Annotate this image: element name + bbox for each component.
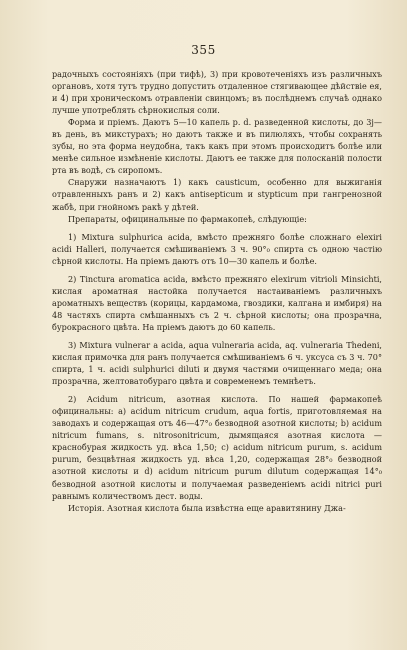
paragraph: 2) Acidum nitricum, азотная кислота. По нашей фармакопеѣ официнальны: а) acidum nitricum crudum, aqua fortis, приготовляемая на заводахъ и содержащая отъ 46—47°₀ безводной азотной кислоты; b) acidum nitricum fumans, s. nitrosonitricum, дымящаяся азотная кислота —краснобурая жидкость уд. вѣса 1,50; с) acidum nitricum purum, s. acidum purum, безцвѣтная жидкость уд. вѣса 1,20, содержащая 28°₀ безводной азотной кислоты и d) acidum nitricum purum dilutum содержащая 14°₀ безводной азотной кислоты и получаемая разведеніемъ acidi nitrici puri равнымъ количествомъ дест. воды.: [52, 394, 382, 501]
paragraph: Форма и пріемъ. Даютъ 5—10 капель p. d. разведенной кислоты, до 3j— въ день, въ микстурахъ; но даютъ также и въ пилюляхъ, чтобы сохранять зубы, но эта форма неудобна, такъ какъ при этомъ происходитъ болѣе или менѣе сильное измѣненіе кислоты. Даютъ ее также для полосканій полости рта въ водѣ, съ сиропомъ.: [52, 117, 382, 176]
paragraph: Снаружи назначаютъ 1) какъ causticum, особенно для выжиганія отравленныхъ ранъ и 2) какъ antisepticum и stypticum при гангренозной жабѣ, при гнойномъ ракѣ у дѣтей.: [52, 177, 382, 212]
paragraph: 2) Tinctura aromatica acida, вмѣсто прежняго elexirum vitrioli Minsichti, кислая ароматная настойка получается настаиваніемъ различныхъ ароматныхъ веществъ (корицы, кардамома, гвоздики, калгана и имбиря) на 48 частяхъ спирта смѣшанныхъ съ 2 ч. сѣрной кислоты; она прозрачна, бурокрасного цвѣта. На пріемъ даютъ до 60 капель.: [52, 273, 382, 332]
body-text: [52, 68, 382, 514]
paragraph: Препараты, официнальные по фармакопеѣ, слѣдующіе:: [68, 213, 307, 224]
paragraph: радочныхъ состояніяхъ (при тифѣ), 3) при кровотеченіяхъ изъ различныхъ органовъ, хотя тутъ трудно допустить отдаленное стягивающее дѣйствіе ея, и 4) при хроническомъ отравленіи свинцомъ; въ послѣднемъ случаѣ однако лучше употреблять сѣрнокислыя соли.: [52, 69, 382, 116]
paragraph: Исторія. Азотная кислота была извѣстна еще аравитянину Джа-: [68, 502, 346, 513]
paragraph: 1) Mixtura sulphurica acida, вмѣсто прежняго болѣе сложнаго elexiri acidi Halleri, получается смѣшиваніемъ 3 ч. 90°₀ спирта съ одною частію сѣрной кислоты. На пріемъ даютъ отъ 10—30 капель и болѣе.: [52, 231, 382, 266]
page-number: 355: [191, 43, 216, 57]
paragraph: 3) Mixtura vulnerar a acida, aqua vulneraria acida, aq. vulneraria Thedeni, кислая примочка для ранъ получается смѣшиваніемъ 6 ч. уксуса съ 3 ч. 70° спирта, 1 ч. acidi sulphurici diluti и двумя частями очищеннаго меда; она прозрачна, желтоватобураго цвѣта и современемъ темнѣетъ.: [52, 339, 382, 387]
